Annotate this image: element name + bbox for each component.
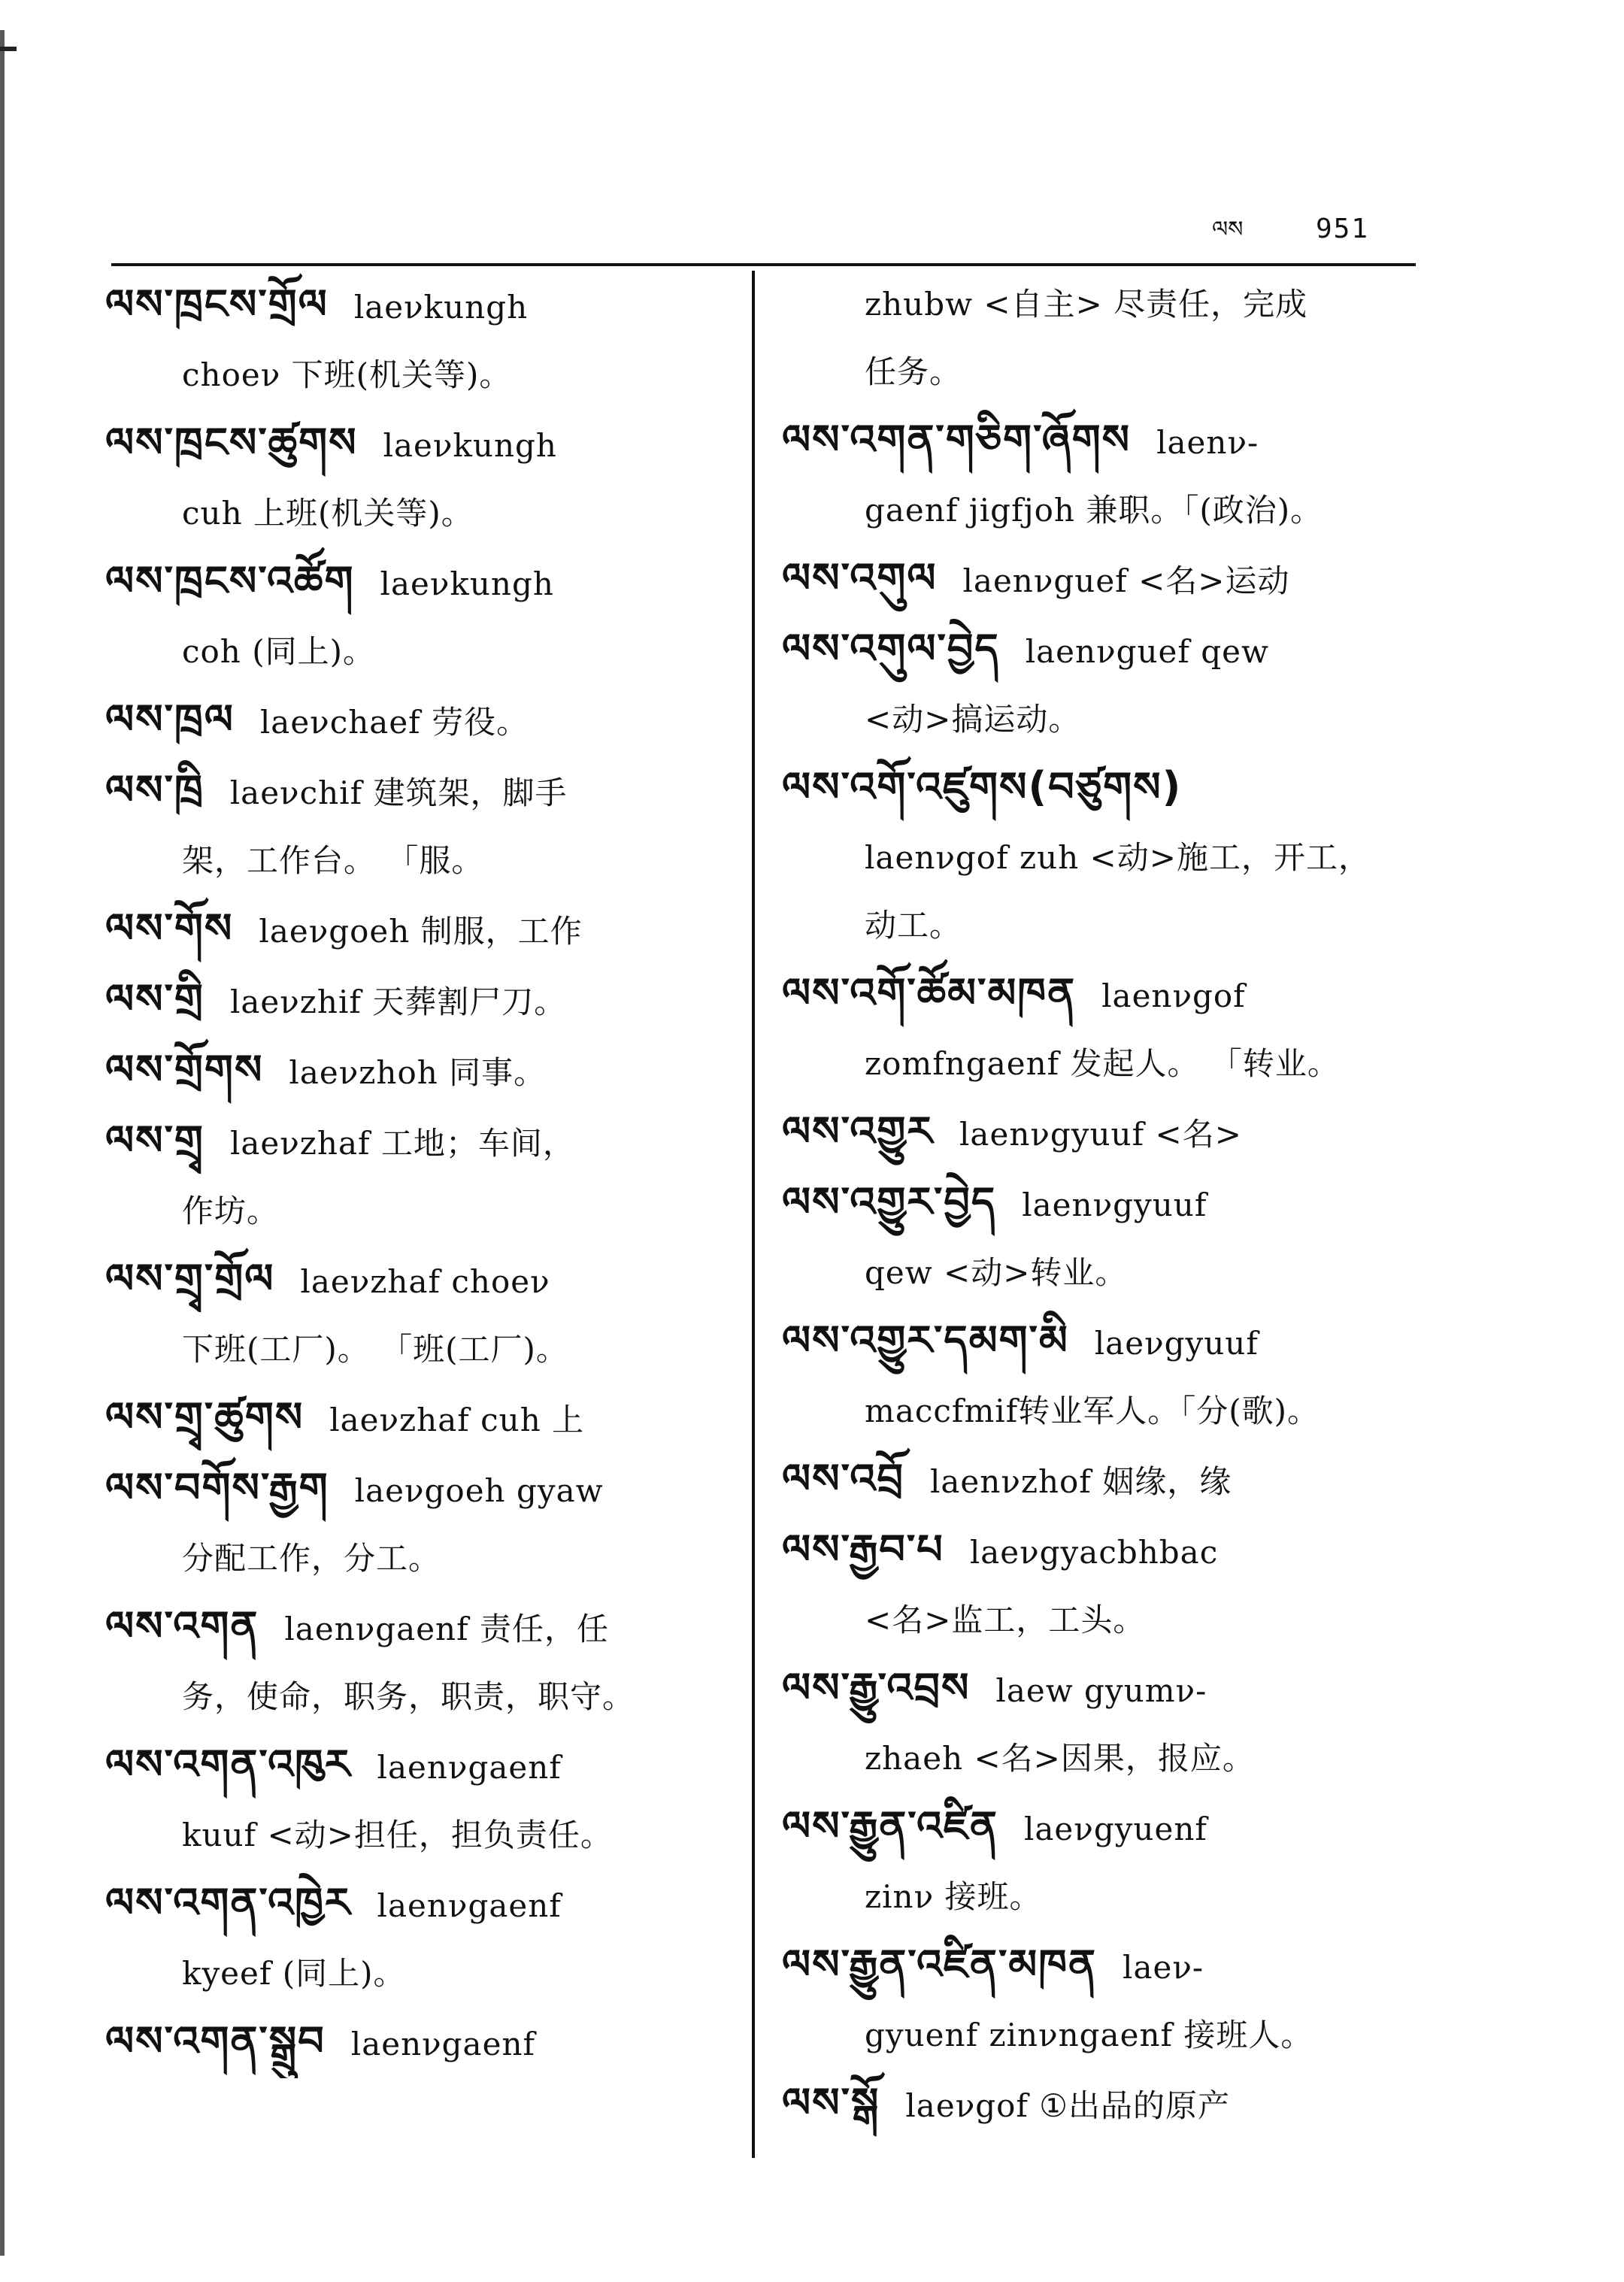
scan-edge-line [0,30,5,2256]
entry-line [782,753,1421,824]
definition-text: laenνgaenf [377,1887,562,1924]
definition-text: qew <动>转业。 [865,1254,1128,1291]
entry-line [782,959,1421,1030]
definition-text: laew gyumν- [995,1672,1207,1709]
entry-line [782,1516,1421,1586]
entry-line [105,1383,737,1454]
running-head: ལས [1212,217,1244,243]
tibetan-headword: ལས་འགུལ [782,554,938,602]
definition-text: laenνguef qew [1025,633,1269,670]
definition-text: coh (同上)。 [182,633,375,670]
tibetan-headword: ལས་རྒྱུ་འབྲས [782,1664,971,1711]
entry-line [782,1377,1421,1445]
definition-text: laeνgoeh gyaw [354,1472,604,1509]
dictionary-entry [105,271,737,409]
entry-line [782,1931,1421,2002]
entry-line [782,2002,1421,2069]
dictionary-entry [105,756,737,895]
tibetan-headword: ལས་འགྱུར་བྱེད [782,1178,997,1226]
entry-line [782,544,1421,615]
dictionary-entry [782,959,1421,1098]
tibetan-headword: ལས་འགན་སྒྲུབ [105,2017,326,2065]
dictionary-entry [105,1869,737,2008]
dictionary-entry [782,1445,1421,1516]
tibetan-headword: ལས་གོས [105,905,234,952]
dictionary-entry [105,1593,737,1731]
right-column [782,271,1421,2140]
entry-line [105,827,737,895]
definition-text: laeνzhaf cuh 上 [329,1402,585,1438]
dictionary-entry [782,2069,1421,2140]
entry-line [782,271,1421,338]
entry-line [782,1586,1421,1654]
column-divider [752,271,755,2158]
definition-text: laeνgyacbhbac [969,1534,1219,1571]
definition-text: laenνgyuuf [1022,1186,1207,1223]
definition-text: laenνgyuuf <名> [959,1116,1242,1153]
definition-text: zomfngaenf 发起人。 「转业。 [865,1045,1340,1082]
definition-text: <动>搞运动。 [865,701,1081,738]
tibetan-headword: ལས་འགྱུར་དམག་མི [782,1317,1069,1364]
dictionary-entry [782,753,1421,959]
definition-text: zinν 接班。 [865,1878,1042,1915]
entry-line [105,271,737,341]
definition-text: laenν- [1156,424,1259,461]
tibetan-headword: ལས་འགོ་འཛུགས(བཙུགས) [782,763,1183,811]
definition-text: laeνzhoh 同事。 [289,1054,547,1091]
definition-text: 任务。 [865,353,962,390]
entry-line [105,1316,737,1383]
tibetan-headword: ལས་འབྲོ [782,1455,904,1502]
tibetan-headword: ལས་རྒྱུན་འཛིན [782,1802,998,1850]
definition-text: laenνzhof 姻缘，缘 [929,1463,1232,1500]
definition-text: <名>监工，工头。 [865,1602,1146,1638]
definition-text: laenνgaenf 责任，任 [284,1611,609,1647]
dictionary-entry [782,406,1421,544]
tibetan-headword: ལས་རྒྱབ་པ [782,1526,944,1573]
dictionary-entry [105,1731,737,1869]
tibetan-headword: ལས་གྲྭ་གྲོལ [105,1255,275,1302]
tibetan-headword: ལས་ཁྲངས་འཚོག [105,557,355,605]
entry-line [782,1445,1421,1516]
entry-line [105,547,737,618]
entry-line [782,1098,1421,1168]
entry-line [105,618,737,686]
dictionary-entry [105,1383,737,1454]
dictionary-entry [105,409,737,547]
entry-line [105,686,737,756]
dictionary-entry [782,1793,1421,1931]
definition-text: laeνgyuenf [1023,1811,1207,1847]
entry-line [105,1454,737,1525]
definition-text: laeνchaef 劳役。 [259,704,529,741]
dictionary-entry [105,547,737,686]
entry-line [782,824,1421,892]
definition-text: 动工。 [865,907,962,944]
tibetan-headword: ལས་གྲོགས [105,1046,264,1093]
entry-line [782,1793,1421,1863]
entry-line [105,341,737,409]
definition-text: zhubw <自主> 尽责任，完成 [865,286,1308,323]
scan-edge-tick [0,47,17,51]
definition-text: choeν 下班(机关等)。 [182,356,512,393]
dictionary-entry [105,686,737,756]
entry-line [105,1177,737,1245]
definition-text: 分配工作，分工。 [182,1540,441,1577]
dictionary-entry [782,1168,1421,1307]
entry-line [105,2008,737,2078]
entry-line [105,480,737,547]
definition-text: laeνgof ①出品的原产 [905,2087,1230,2124]
entry-line [782,1239,1421,1307]
dictionary-entry [782,544,1421,615]
entry-line [105,409,737,480]
tibetan-headword: ལས་གྲྭ་ཚུགས [105,1393,304,1441]
definition-text: laeνgoeh 制服，工作 [259,913,583,950]
dictionary-entry [782,615,1421,753]
definition-text: laenνgaenf [350,2026,536,2062]
definition-text: laeνzhif 天葬割尸刀。 [229,983,567,1020]
entry-line [782,1307,1421,1377]
tibetan-headword: ལས་འགན་གཅིག་ཞོགས [782,416,1132,463]
tibetan-headword: ལས་འགན་འཁུར [105,1741,352,1788]
dictionary-entry [105,1107,737,1245]
tibetan-headword: ལས་ཁྲངས་གྲོལ [105,280,329,328]
dictionary-entry [105,965,737,1036]
definition-text: laeνkungh [383,427,557,464]
tibetan-headword: ལས་ཁྲངས་ཚུགས [105,419,358,466]
entry-line [105,756,737,827]
entry-line [782,1863,1421,1931]
entry-line [105,1940,737,2008]
definition-text: zhaeh <名>因果，报应。 [865,1740,1255,1777]
definition-text: laenνguef <名>运动 [962,562,1290,599]
entry-line [105,1525,737,1593]
left-column [105,271,737,2078]
entry-line [782,686,1421,753]
tibetan-headword: ལས་འགུལ་བྱེད [782,625,1000,672]
definition-text: 下班(工厂)。 「班(工厂)。 [182,1331,568,1368]
tibetan-headword: ལས་འགན [105,1602,259,1650]
dictionary-entry [782,1654,1421,1793]
entry-line [105,1802,737,1869]
entry-line [105,1036,737,1107]
definition-text: laenνgof [1101,977,1246,1014]
entry-line [782,338,1421,406]
entry-line [105,1593,737,1663]
definition-text: laeν- [1123,1949,1204,1986]
definition-text: laeνkungh [353,289,529,326]
definition-text: gyuenf zinνngaenf 接班人。 [865,2017,1313,2053]
entry-line [105,1663,737,1731]
definition-text: laeνkungh [380,565,554,602]
tibetan-headword: ལས་བགོས་རྒྱག [105,1464,329,1511]
dictionary-entry [782,1931,1421,2069]
definition-text: laeνgyuuf [1094,1325,1259,1362]
tibetan-headword: ལས་རྒྱུན་འཛིན་མཁན [782,1941,1098,1988]
dictionary-entry [105,895,737,965]
entry-line [782,1168,1421,1239]
entry-line [782,2069,1421,2140]
entry-line [105,1107,737,1177]
entry-line [105,1731,737,1802]
dictionary-entry [105,2008,737,2078]
dictionary-entry [782,271,1421,406]
entry-line [782,406,1421,477]
definition-text: cuh 上班(机关等)。 [182,495,474,532]
dictionary-entry [105,1454,737,1593]
dictionary-entry [782,1516,1421,1654]
definition-text: maccfmif转业军人。「分(歌)。 [865,1393,1320,1429]
tibetan-headword: ལས་གྲྭ [105,1117,205,1164]
entry-line [105,1245,737,1316]
definition-text: laeνchif 建筑架，脚手 [229,774,568,811]
entry-line [782,1725,1421,1793]
entry-line [105,1869,737,1940]
tibetan-headword: ལས་གྲི [105,975,205,1023]
tibetan-headword: ལས་འགན་འཁྱེར [105,1879,352,1926]
definition-text: 架，工作台。 「服。 [182,842,484,879]
definition-text: kuuf <动>担任，担负责任。 [182,1817,613,1853]
header-rule [111,263,1416,266]
tibetan-headword: ལས་ཁྲི [105,766,205,814]
definition-text: gaenf jigfjoh 兼职。「(政治)。 [865,492,1323,529]
definition-text: laeνzhaf 工地；车间， [229,1125,575,1162]
entry-line [782,477,1421,544]
entry-line [782,615,1421,686]
tibetan-headword: ལས་ཁྲལ [105,696,235,743]
definition-text: kyeef (同上)。 [182,1955,406,1992]
definition-text: laenνgaenf [377,1749,562,1786]
tibetan-headword: ལས་སྒོ [782,2079,880,2126]
definition-text: laeνzhaf choeν [300,1263,550,1300]
dictionary-entry [782,1307,1421,1445]
entry-line [782,1030,1421,1098]
tibetan-headword: ལས་འགྱུར [782,1108,934,1155]
entry-line [105,895,737,965]
entry-line [782,892,1421,959]
definition-text: 务，使命，职务，职责，职守。 [182,1678,635,1715]
tibetan-headword: ལས་འགོ་ཚོམ་མཁན [782,969,1077,1017]
entry-line [782,1654,1421,1725]
entry-line [105,965,737,1036]
dictionary-entry [105,1245,737,1383]
page-number: 951 [1316,214,1370,244]
definition-text: laenνgof zuh <动>施工，开工， [865,839,1371,876]
dictionary-entry [782,1098,1421,1168]
definition-text: 作坊。 [182,1193,280,1229]
dictionary-entry [105,1036,737,1107]
